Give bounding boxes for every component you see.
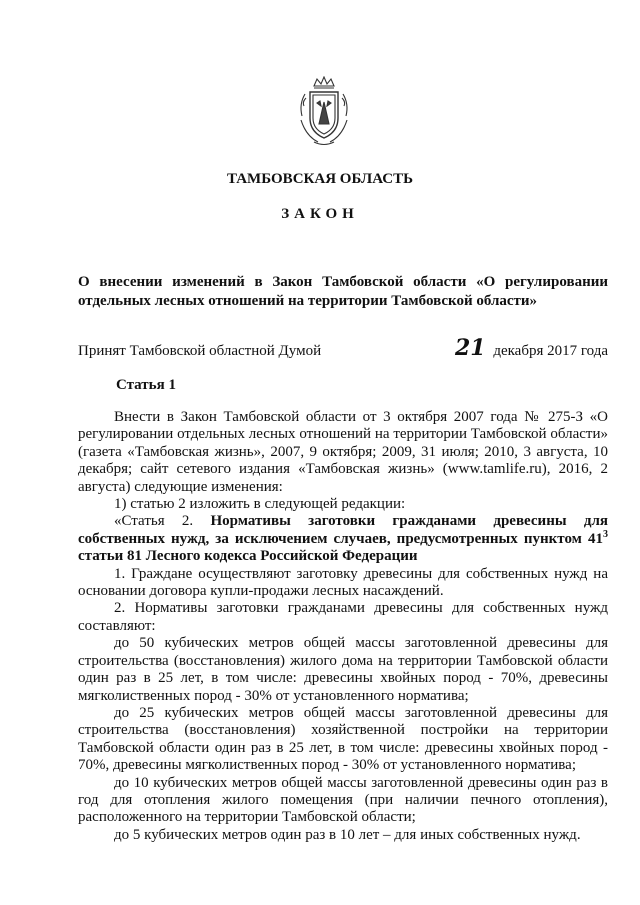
region-title: ТАМБОВСКАЯ ОБЛАСТЬ bbox=[226, 171, 414, 187]
clause-2: 2. Нормативы заготовки гражданами древесины для собственных нужд составляют: bbox=[78, 600, 608, 634]
norm-heating: до 10 кубических метров общей массы заготовленной древесины один раз в год для отопления жилого помещения (при наличии печного отопления), расположенного на территории Тамбовской области; bbox=[78, 774, 608, 826]
article-heading: Статья 1 bbox=[116, 377, 176, 393]
adopted-by: Принят Тамбовской областной Думой bbox=[78, 343, 322, 359]
norm-outbuilding: до 25 кубических метров общей массы заготовленной древесины для строительства (восстановления) хозяйственной постройки на территории Тамбовской области один раз в 25 лет, в том числе: древесины хвойных пород - 70%, древесины мягколиственных пород - 30% от установленного норматива; bbox=[78, 704, 608, 774]
tambov-coat-of-arms-icon bbox=[296, 76, 352, 148]
law-title: О внесении изменений в Закон Тамбовской области «О регулировании отдельных лесных отношений на территории Тамбовской области» bbox=[78, 274, 608, 309]
norm-other: до 5 кубических метров один раз в 10 лет – для иных собственных нужд. bbox=[114, 826, 581, 843]
adoption-line bbox=[78, 335, 608, 365]
new-article-prefix: «Статья 2. bbox=[114, 513, 194, 530]
adoption-month-year: декабря 2017 года bbox=[493, 343, 608, 359]
new-article-title: Нормативы заготовки гражданами древесины для собственных нужд, за исключением случаев, предусмотренных пунктом 41 bbox=[78, 513, 608, 547]
handwritten-day: 21 bbox=[455, 335, 486, 361]
footnote-superscript: 3 bbox=[603, 528, 608, 540]
amendment-item: 1) статью 2 изложить в следующей редакции: bbox=[114, 496, 406, 513]
article-intro: Внести в Закон Тамбовской области от 3 октября 2007 года № 275-З «О регулировании отдельных лесных отношений на территории Тамбовской области» (газета «Тамбовская жизнь», 2007, 9 октября; 2009, 31 июля; 2010, 3 августа, 10 декабря; сайт сетевого издания «Тамбовская жизнь» (www.tamlife.ru), 2016, 2 августа) следующие изменения: bbox=[78, 409, 608, 495]
clause-1: 1. Граждане осуществляют заготовку древесины для собственных нужд на основании договора купли-продажи лесных насаждений. bbox=[78, 565, 608, 600]
document-type: ЗАКОН bbox=[281, 206, 359, 222]
new-article-title-end: статьи 81 Лесного кодекса Российской Федерации bbox=[78, 548, 418, 565]
norm-residential: до 50 кубических метров общей массы заготовленной древесины для строительства (восстановления) жилого дома на территории Тамбовской области один раз в 25 лет, в том числе: древесины хвойных пород - 70%, древесины мягколиственных пород - 30% от установленного норматива; bbox=[78, 635, 608, 704]
new-article-heading bbox=[78, 513, 608, 565]
article-body bbox=[78, 409, 608, 844]
